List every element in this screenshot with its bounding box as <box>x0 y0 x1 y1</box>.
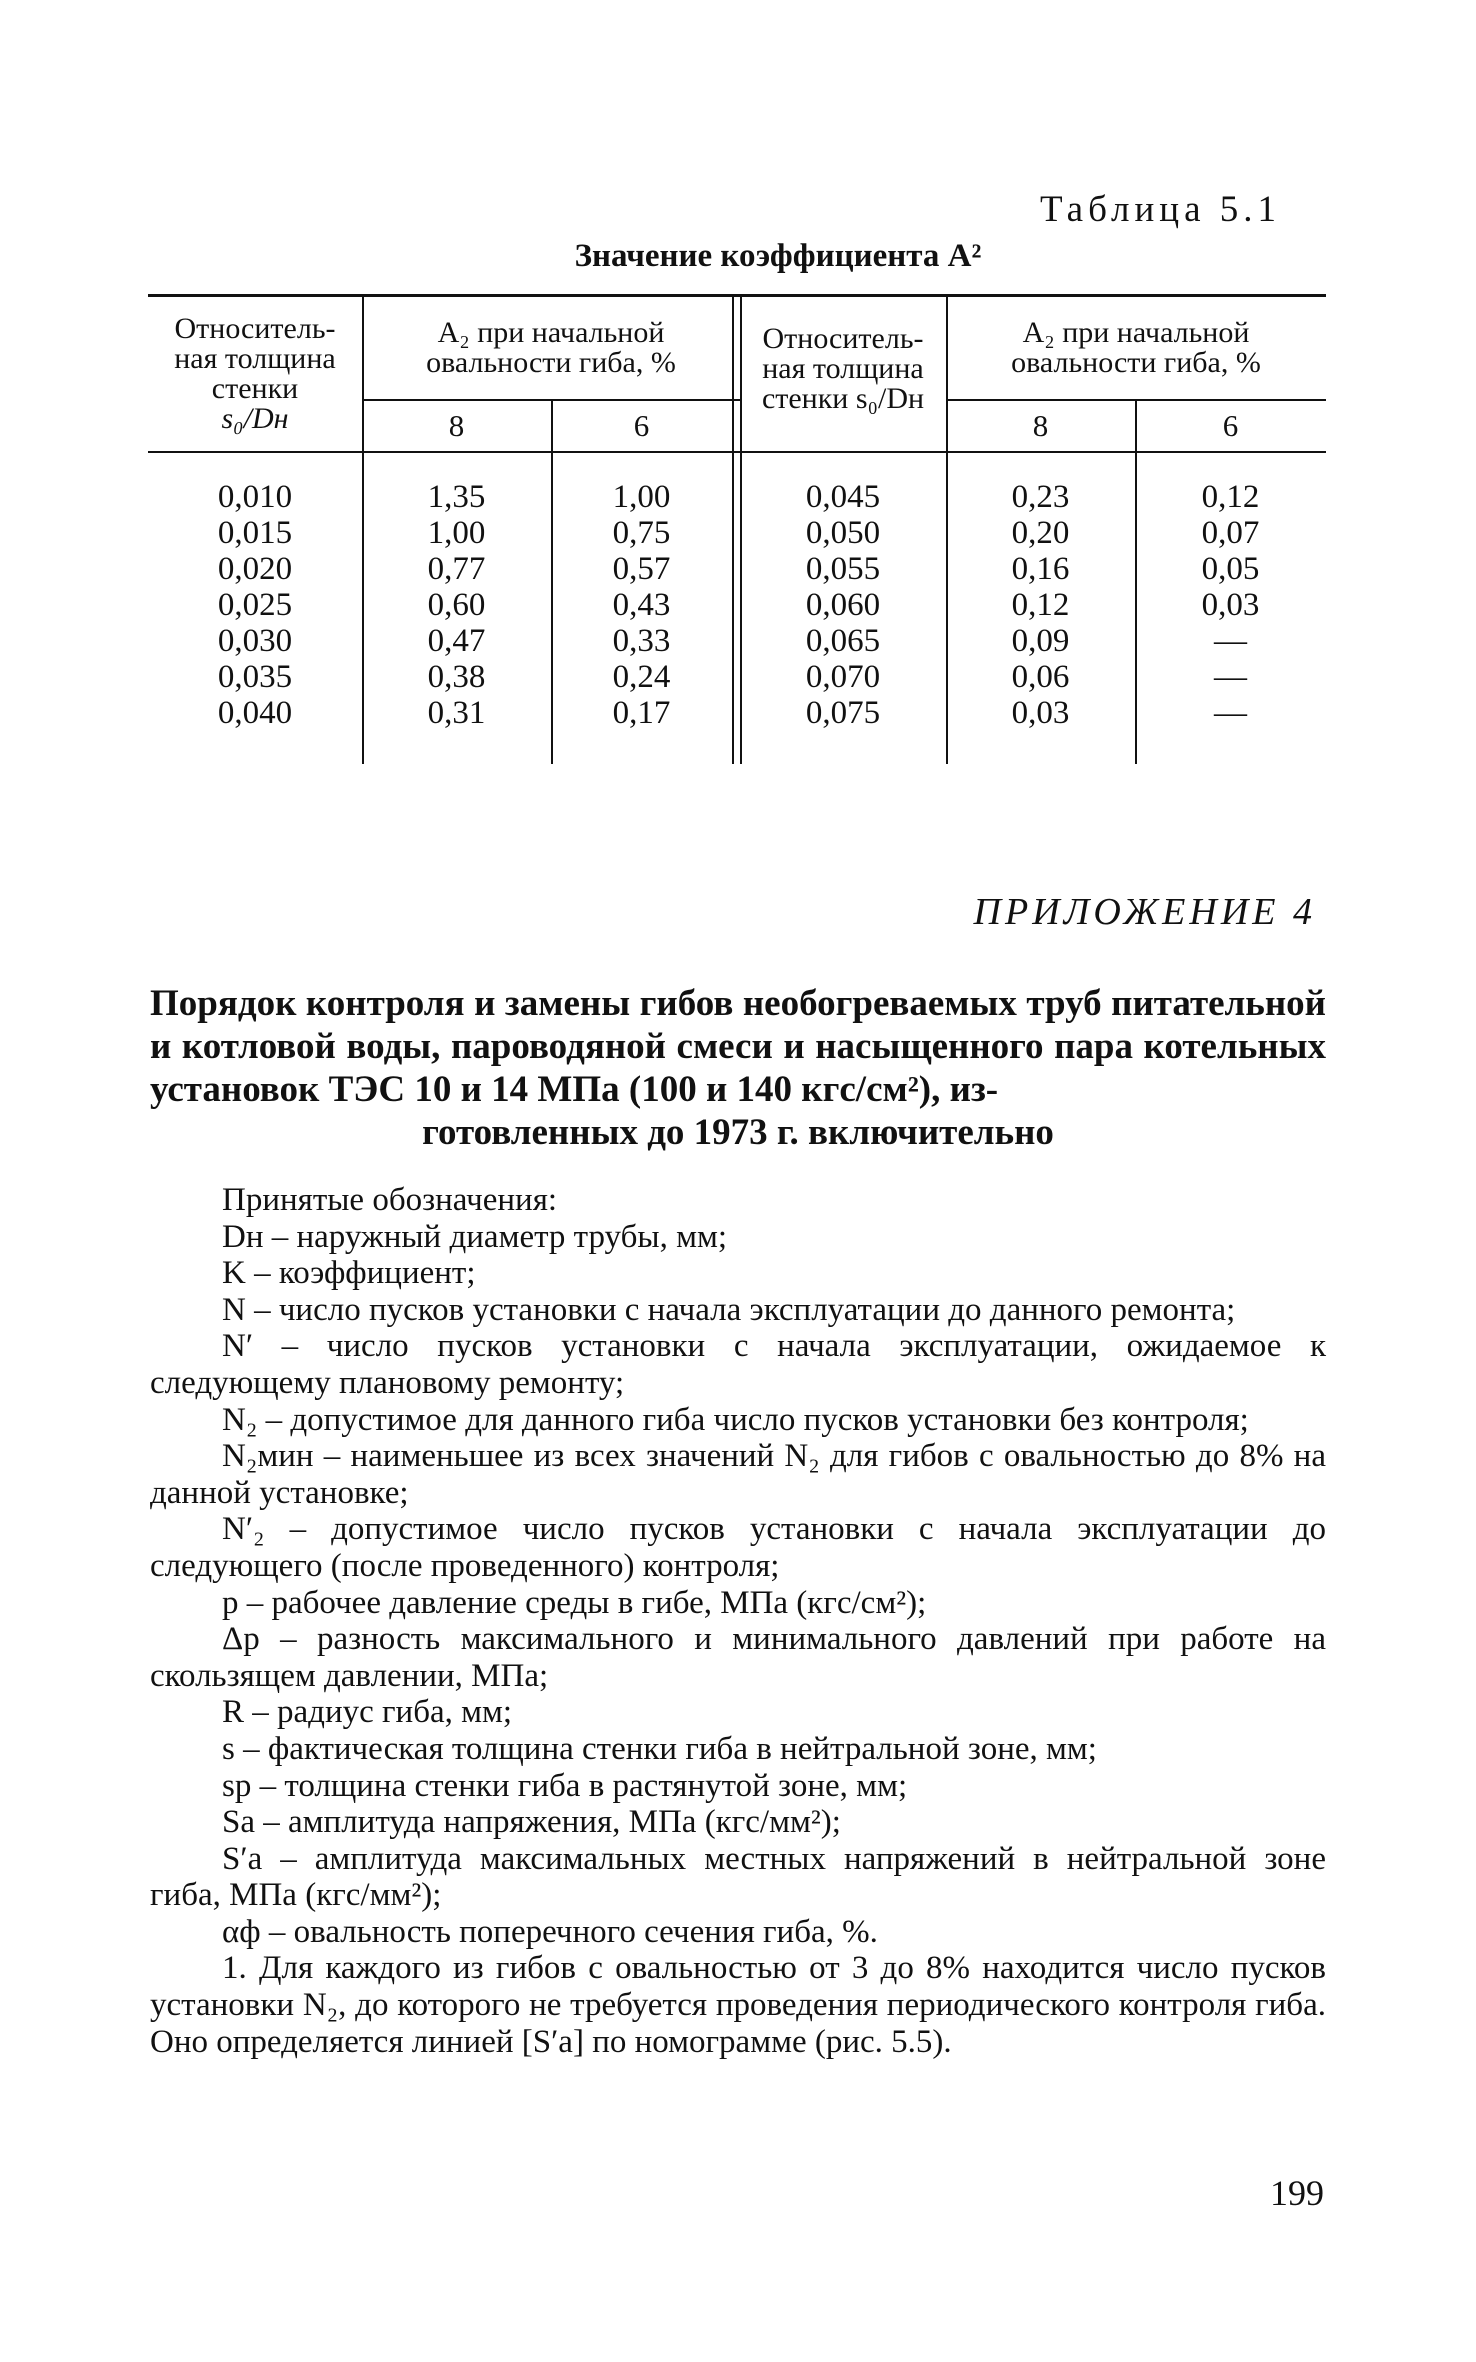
table-cell: 0,23 <box>1011 479 1070 515</box>
table-cell: 0,77 <box>427 551 486 587</box>
table-cell: 0,010 <box>217 479 293 515</box>
table-cell: 0,05 <box>1201 551 1260 587</box>
table-cell: 0,060 <box>805 587 881 623</box>
paragraph: R – радиус гиба, мм; <box>222 1694 513 1731</box>
table-cell: 0,040 <box>217 695 293 731</box>
paragraph: sр – толщина стенки гиба в растянутой зоне, мм; <box>222 1767 908 1804</box>
col-thickness-right <box>740 479 946 731</box>
paragraph: N – число пусков установки с начала эксплуатации до данного ремонта; <box>222 1291 1236 1328</box>
table-cell: — <box>1214 695 1247 731</box>
col-a2-8-left <box>362 479 551 731</box>
page-number: 199 <box>1270 2173 1324 2213</box>
table-cell: 0,31 <box>427 695 486 731</box>
table-cell: 0,070 <box>805 659 881 695</box>
header-rel-thickness: Относитель- ная толщина стенки s₀/Dн <box>174 312 336 435</box>
table-cell: 1,00 <box>612 479 671 515</box>
table-cell: — <box>1214 623 1247 659</box>
table-cell: 0,065 <box>805 623 881 659</box>
table-cell: 0,07 <box>1201 515 1260 551</box>
table-cell: 0,030 <box>217 623 293 659</box>
table-cell: 0,035 <box>217 659 293 695</box>
paragraph: K – коэффициент; <box>222 1255 476 1292</box>
subheader-8-right: 8 <box>1032 408 1049 443</box>
col-a2-6-left <box>551 479 732 731</box>
table-cell: 0,38 <box>427 659 486 695</box>
table-cell: 0,57 <box>612 551 671 587</box>
table-cell: 0,43 <box>612 587 671 623</box>
section-heading: Порядок контроля и замены гибов необогреваемых труб питательной и котловой воды, пароводяной смеси и насыщенного пара котельных установок ТЭС 10 и 14 МПа (100 и 140 кгс/см²), из- готовленных до 1973 г. включительно <box>150 983 1326 1153</box>
table-cell: 0,055 <box>805 551 881 587</box>
table-cell: 0,06 <box>1011 659 1070 695</box>
table-cell: 0,025 <box>217 587 293 623</box>
appendix-label: ПРИЛОЖЕНИЕ 4 <box>973 891 1316 933</box>
table-cell: 0,47 <box>427 623 486 659</box>
paragraph: s – фактическая толщина стенки гиба в нейтральной зоне, мм; <box>222 1730 1097 1767</box>
table-cell: 0,020 <box>217 551 293 587</box>
table-title: Значение коэффициента A² <box>574 238 982 274</box>
table-cell: 0,075 <box>805 695 881 731</box>
table-cell: 0,03 <box>1011 695 1070 731</box>
paragraph: N₂ – допустимое для данного гиба число пусков установки без контроля; <box>222 1401 1249 1438</box>
table-cell: 0,12 <box>1201 479 1260 515</box>
subheader-6-left: 6 <box>633 408 650 443</box>
table-cell: 0,015 <box>217 515 293 551</box>
table-cell: 0,12 <box>1011 587 1070 623</box>
coefficient-table <box>148 294 1326 764</box>
table-cell: 0,20 <box>1011 515 1070 551</box>
table-cell: 0,03 <box>1201 587 1260 623</box>
table-cell: 0,24 <box>612 659 671 695</box>
header-a2-left: A₂ при начальной овальности гиба, % <box>426 316 676 379</box>
col-a2-8-right <box>946 479 1135 731</box>
body-text <box>150 1182 1326 2060</box>
table-cell: 0,050 <box>805 515 881 551</box>
table-cell: 1,00 <box>427 515 486 551</box>
paragraph: Sа – амплитуда напряжения, МПа (кгс/мм²); <box>222 1804 841 1841</box>
subheader-8-left: 8 <box>448 408 465 443</box>
table-cell: 0,17 <box>612 695 671 731</box>
paragraph: N₂мин – наименьшее из всех значений N₂ для гибов с овальностью до 8% на данной установке; <box>150 1438 1326 1511</box>
table-cell: 1,35 <box>427 479 486 515</box>
paragraph: S′а – амплитуда максимальных местных напряжений в нейтральной зоне гиба, МПа (кгс/мм²); <box>150 1840 1326 1914</box>
paragraph: Принятые обозначения: <box>222 1182 558 1218</box>
col-thickness-left <box>148 479 362 731</box>
table-cell: 0,33 <box>612 623 671 659</box>
table-cell: — <box>1214 659 1247 695</box>
paragraph: Δp – разность максимального и минимального давлений при работе на скользящем давлении, МПа; <box>150 1621 1326 1694</box>
table-cell: 0,045 <box>805 479 881 515</box>
col-a2-6-right <box>1135 479 1326 731</box>
header-a2-right: A₂ при начальной овальности гиба, % <box>1011 316 1261 379</box>
table-cell: 0,75 <box>612 515 671 551</box>
paragraph: N′ – число пусков установки с начала эксплуатации, ожидаемое к следующему плановому ремонту; <box>150 1328 1326 1401</box>
table-label: Таблица 5.1 <box>1040 189 1281 230</box>
paragraph: N′₂ – допустимое число пусков установки с начала эксплуатации до следующего (после проведенного) контроля; <box>150 1511 1326 1584</box>
paragraph: p – рабочее давление среды в гибе, МПа (кгс/см²); <box>222 1584 927 1621</box>
paragraph: αф – овальность поперечного сечения гиба, %. <box>222 1913 878 1950</box>
paragraph: Dн – наружный диаметр трубы, мм; <box>222 1218 728 1255</box>
table-cell: 0,09 <box>1011 623 1070 659</box>
paragraph: 1. Для каждого из гибов с овальностью от 3 до 8% находится число пусков установки N₂, до которого не требуется проведения периодического контроля гиба. Оно определяется линией [S′а] по номограмме (рис. 5.5). <box>150 1950 1326 2060</box>
table-cell: 0,60 <box>427 587 486 623</box>
header-rel-thickness-right: Относитель- ная толщина стенки s₀/Dн <box>761 322 925 415</box>
table-cell: 0,16 <box>1011 551 1070 587</box>
subheader-6-right: 6 <box>1222 408 1239 443</box>
